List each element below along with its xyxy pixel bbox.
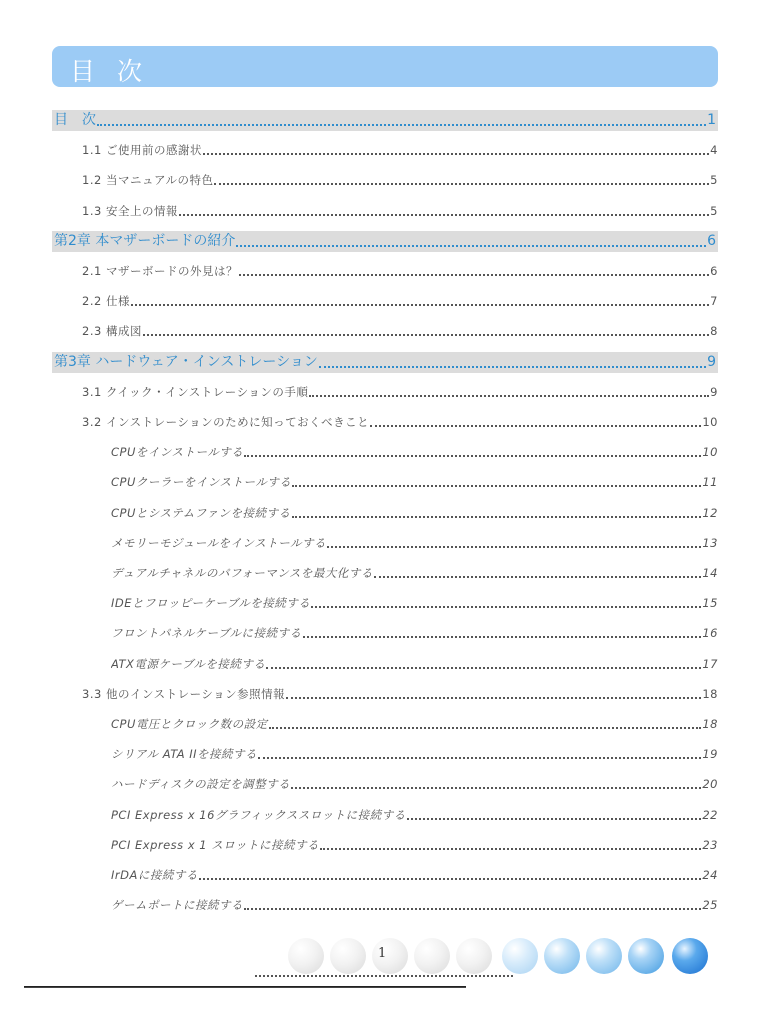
toc-entry-label: 1.3 安全上の情報 [82, 204, 178, 218]
toc-entry[interactable] [111, 715, 718, 733]
toc-entry-page: 17 [702, 657, 718, 671]
toc-entry-page: 25 [702, 898, 718, 912]
toc-entry[interactable] [111, 564, 718, 582]
dot-leader [319, 366, 706, 368]
toc-entry-page: 6 [710, 264, 718, 278]
toc-chapter-entry[interactable] [52, 352, 718, 373]
toc-entry-page: 23 [702, 838, 718, 852]
toc-entry-label: シリアル ATA IIを接続する [111, 747, 257, 761]
decorative-circle [414, 938, 450, 974]
toc-entry-page: 14 [702, 566, 718, 580]
toc-entry[interactable] [82, 262, 718, 280]
toc-entry-label: CPUをインストールする [111, 445, 244, 459]
footer-dotted-rule [255, 975, 513, 977]
decorative-circle [330, 938, 366, 974]
decorative-circle [456, 938, 492, 974]
dot-leader [320, 848, 701, 850]
toc-entry-page: 5 [710, 204, 718, 218]
dot-leader [244, 455, 701, 457]
toc-entry-label: 3.1 クイック・インストレーションの手順 [82, 385, 309, 399]
dot-leader [97, 124, 706, 126]
toc-entry-page: 13 [702, 536, 718, 550]
toc-entry-label: IrDAに接続する [111, 868, 198, 882]
toc-entry-label: 3.2 インストレーションのために知っておくべきこと [82, 415, 370, 429]
toc-entry-page: 6 [707, 233, 716, 249]
toc-entry-label: 2.1 マザーボードの外見は？ [82, 264, 238, 278]
dot-leader [374, 576, 701, 578]
decorative-circle [502, 938, 538, 974]
toc-entry-page: 1 [707, 112, 716, 128]
toc-entry-page: 9 [707, 354, 716, 370]
toc-entry[interactable] [111, 775, 718, 793]
toc-entry-label: ATX電源ケーブルを接続する [111, 657, 266, 671]
dot-leader [131, 304, 709, 306]
toc-chapter-entry[interactable] [52, 231, 718, 252]
dot-leader [303, 636, 702, 638]
toc-entry-page: 8 [710, 324, 718, 338]
dot-leader [258, 757, 701, 759]
dot-leader [291, 787, 701, 789]
toc-entry[interactable] [111, 896, 718, 914]
toc-entry-label: 第3章 ハードウェア・インストレーション [54, 354, 318, 370]
toc-entry-page: 9 [710, 385, 718, 399]
toc-entry-label: 目 次 [54, 112, 96, 128]
toc-entry[interactable] [111, 745, 718, 763]
toc-entry[interactable] [82, 141, 718, 159]
toc-entry[interactable] [82, 202, 718, 220]
toc-entry-page: 4 [710, 143, 718, 157]
toc-entry-label: ハードディスクの設定を調整する [111, 777, 291, 791]
dot-leader [179, 214, 709, 216]
toc-entry[interactable] [111, 443, 718, 461]
dot-leader [292, 485, 701, 487]
toc-entry[interactable] [82, 413, 718, 431]
toc-entry[interactable] [111, 866, 718, 884]
toc-entry[interactable] [111, 836, 718, 854]
dot-leader [327, 546, 701, 548]
toc-entry-label: フロントパネルケーブルに接続する [111, 626, 302, 640]
dot-leader [244, 908, 701, 910]
toc-entry-label: 第2章 本マザーボードの紹介 [54, 233, 236, 249]
dot-leader [286, 697, 701, 699]
dot-leader [309, 395, 709, 397]
toc-entry-page: 11 [702, 475, 718, 489]
toc-entry-label: CPUクーラーをインストールする [111, 475, 292, 489]
toc-entry-page: 15 [702, 596, 718, 610]
dot-leader [266, 667, 701, 669]
toc-entry[interactable] [82, 383, 718, 401]
decorative-circle [628, 938, 664, 974]
toc-entry-page: 24 [702, 868, 718, 882]
toc-chapter-entry[interactable] [52, 110, 718, 131]
toc-entry[interactable] [111, 473, 718, 491]
toc-entry-label: IDEとフロッピーケーブルを接続する [111, 596, 311, 610]
toc-entry-label: PCI Express x 16グラフィックススロットに接続する [111, 808, 406, 822]
dot-leader [214, 183, 709, 185]
dot-leader [199, 878, 702, 880]
toc-entry-page: 18 [702, 687, 718, 701]
page-number: 1 [378, 946, 387, 961]
dot-leader [292, 516, 702, 518]
dot-leader [239, 274, 709, 276]
toc-entry-label: 1.1 ご使用前の感謝状 [82, 143, 202, 157]
toc-entry-page: 19 [702, 747, 718, 761]
toc-entry-label: 2.3 構成図 [82, 324, 142, 338]
dot-leader [203, 153, 709, 155]
toc-entry[interactable] [82, 322, 718, 340]
toc-entry-page: 7 [710, 294, 718, 308]
dot-leader [236, 245, 706, 247]
toc-entry[interactable] [111, 504, 718, 522]
toc-entry-label: ゲームポートに接続する [111, 898, 243, 912]
toc-entry-page: 16 [702, 626, 718, 640]
toc-entry-label: 2.2 仕様 [82, 294, 130, 308]
dot-leader [370, 425, 701, 427]
toc-entry[interactable] [82, 171, 718, 189]
toc-entry-page: 5 [710, 173, 718, 187]
toc-entry-page: 10 [702, 415, 718, 429]
toc-entry[interactable] [82, 685, 718, 703]
toc-entry[interactable] [111, 655, 718, 673]
toc-entry-page: 22 [702, 808, 718, 822]
toc-entry-page: 12 [702, 506, 718, 520]
toc-entry[interactable] [82, 292, 718, 310]
toc-entry[interactable] [111, 534, 718, 552]
dot-leader [407, 818, 702, 820]
toc-entry-label: CPU電圧とクロック数の設定 [111, 717, 268, 731]
toc-entry[interactable] [111, 624, 718, 642]
toc-entry-page: 10 [702, 445, 718, 459]
toc-entry-label: CPUとシステムファンを接続する [111, 506, 291, 520]
toc-entry-label: PCI Express x 1 スロットに接続する [111, 838, 320, 852]
decorative-circle [586, 938, 622, 974]
toc-entry-label: メモリーモジュールをインストールする [111, 536, 326, 550]
decorative-circle [544, 938, 580, 974]
toc-entry-label: デュアルチャネルのパフォーマンスを最大化する [111, 566, 373, 580]
dot-leader [311, 606, 701, 608]
decorative-circle [672, 938, 708, 974]
toc-entry-page: 20 [702, 777, 718, 791]
footer-rule [24, 987, 466, 988]
toc-entry-label: 3.3 他のインストレーション参照情報 [82, 687, 286, 701]
toc-header-title: 目次 [70, 57, 165, 86]
dot-leader [143, 334, 709, 336]
toc-entry-page: 18 [702, 717, 718, 731]
toc-entry[interactable] [111, 806, 718, 824]
decorative-circle [288, 938, 324, 974]
dot-leader [269, 727, 702, 729]
toc-entry[interactable] [111, 594, 718, 612]
toc-entry-label: 1.2 当マニュアルの特色 [82, 173, 214, 187]
